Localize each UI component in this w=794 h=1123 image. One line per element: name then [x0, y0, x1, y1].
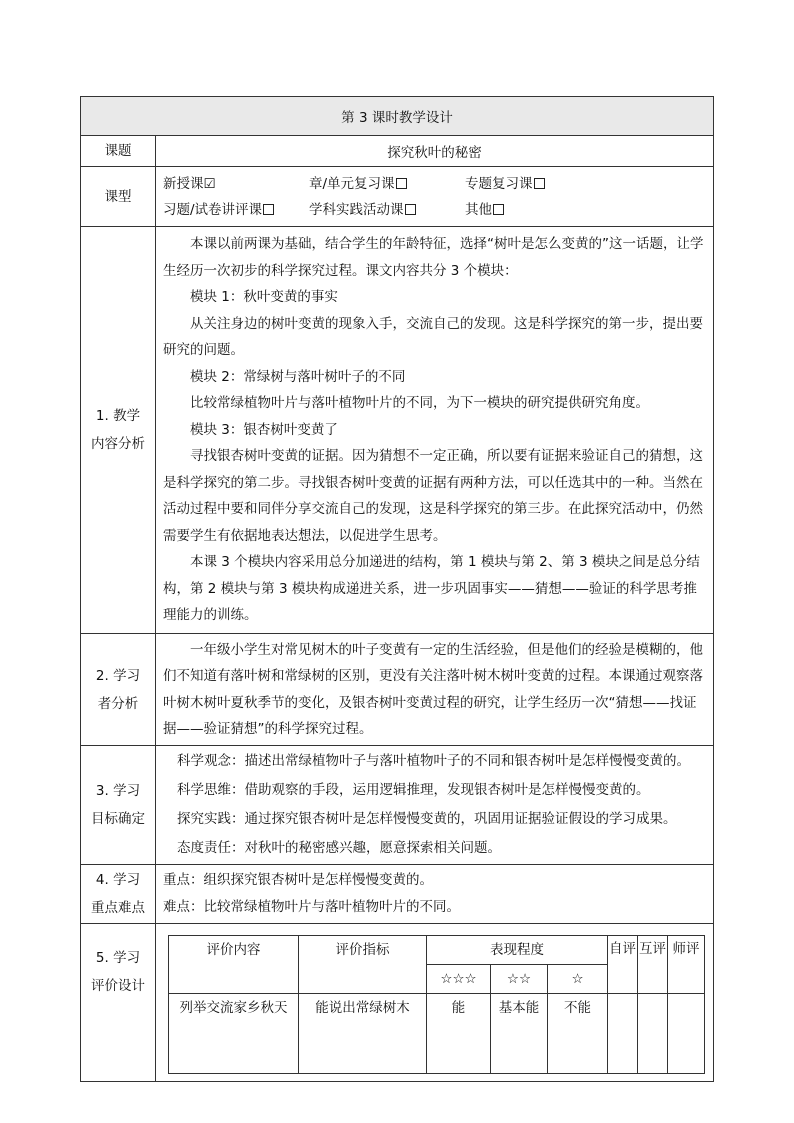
eval-row-peer-cell — [638, 994, 668, 1074]
course-type-options — [156, 167, 714, 227]
module-2-text: 比较常绿植物叶片与落叶植物叶片的不同，为下一模块的研究提供研究角度。 — [190, 395, 649, 412]
course-type-unit-review: 章/单元复习课 — [309, 175, 395, 192]
lesson-design-table — [80, 96, 714, 1082]
topic-label: 课题 — [81, 136, 156, 167]
eval-header-indicator: 评价指标 — [299, 936, 427, 994]
learner-analysis-text: 一年级小学生对常见树木的叶子变黄有一定的生活经验，但是他们的经验是模糊的，他们不知道有落叶树和常绿树的区别，更没有关注落叶树木树叶变黄的过程。本课通过观察落叶树木树叶夏秋季节的变化，及银杏树叶变黄过程的研究，让学生经历一次“猜想——找证据——验证猜想”的科学探究过程。 — [163, 641, 703, 737]
key-point-text: 重点：组织探究银杏树叶是怎样慢慢变黄的。 — [163, 872, 433, 888]
lesson-design-document — [80, 96, 713, 1076]
eval-level-2-stars: ☆☆ — [491, 965, 548, 994]
checkbox-icon — [396, 178, 407, 189]
course-type-label: 课型 — [81, 167, 156, 227]
eval-level-1-star: ☆ — [548, 965, 608, 994]
checkbox-icon — [493, 204, 504, 215]
evaluation-table — [168, 935, 705, 1074]
content-analysis-label: 1. 教学 内容分析 — [81, 227, 156, 634]
content-analysis-body — [156, 227, 714, 634]
learner-analysis-label: 2. 学习 者分析 — [81, 634, 156, 746]
module-2-heading: 模块 2：常绿树与落叶树叶子的不同 — [190, 368, 406, 385]
difficult-point-text: 难点：比较常绿植物叶片与落叶植物叶片的不同。 — [163, 899, 460, 915]
key-points-body — [156, 865, 714, 924]
content-analysis-intro: 本课以前两课为基础，结合学生的年龄特征，选择“树叶是怎么变黄的”这一话题，让学生经历一次初步的科学探究过程。课文内容共分 3 个模块： — [163, 236, 704, 279]
eval-row-level-3: 能 — [427, 994, 491, 1074]
eval-row-self-cell — [608, 994, 638, 1074]
topic-value: 探究秋叶的秘密 — [156, 136, 714, 167]
eval-header-peer: 互评 — [638, 936, 668, 994]
document-title: 第 3 课时教学设计 — [81, 97, 714, 136]
checkbox-icon — [263, 204, 274, 215]
eval-level-3-stars: ☆☆☆ — [427, 965, 491, 994]
objectives-body — [156, 746, 714, 865]
module-3-text: 寻找银杏树叶变黄的证据。因为猜想不一定正确，所以要有证据来验证自己的猜想，这是科学探究的第二步。寻找银杏树叶变黄的证据有两种方法，可以任选其中的一种。当然在活动过程中要和同伴分享交流自己的发现，这是科学探究的第三步。在此探究活动中，仍然需要学生有依据地表达想法，以促进学生思考。 — [163, 448, 703, 544]
course-type-exercise-review: 习题/试卷讲评课 — [163, 201, 263, 218]
checkbox-icon — [405, 204, 416, 215]
eval-row-indicator: 能说出常绿树木 — [299, 994, 427, 1074]
eval-header-content: 评价内容 — [169, 936, 299, 994]
eval-row-content: 列举交流家乡秋天 — [169, 994, 299, 1074]
eval-header-performance: 表现程度 — [427, 936, 608, 965]
eval-header-self: 自评 — [608, 936, 638, 994]
checkbox-icon — [534, 178, 545, 189]
module-1-text: 从关注身边的树叶变黄的现象入手，交流自己的发现。这是科学探究的第一步，提出要研究的问题。 — [163, 315, 703, 359]
objective-item: 科学观念：描述出常绿植物叶子与落叶植物叶子的不同和银杏树叶是怎样慢慢变黄的。 — [177, 753, 690, 769]
evaluation-label: 5. 学习 评价设计 — [81, 924, 156, 1082]
eval-row-teacher-cell — [668, 994, 705, 1074]
eval-header-teacher: 师评 — [668, 936, 705, 994]
eval-row-level-2: 基本能 — [491, 994, 548, 1074]
key-points-label: 4. 学习 重点难点 — [81, 865, 156, 924]
structure-summary: 本课 3 个模块内容采用总分加递进的结构，第 1 模块与第 2、第 3 模块之间是总分结构，第 2 模块与第 3 模块构成递进关系，进一步巩固事实——猜想——验证的科学思考推理能力的训练。 — [163, 554, 700, 624]
objective-item: 探究实践：通过探究银杏树叶是怎样慢慢变黄的，巩固用证据验证假设的学习成果。 — [177, 811, 677, 827]
course-type-other: 其他 — [465, 201, 492, 218]
evaluation-body — [156, 924, 714, 1082]
course-type-practice-activity: 学科实践活动课 — [309, 201, 404, 218]
module-3-heading: 模块 3：银杏树叶变黄了 — [190, 421, 338, 438]
eval-row-level-1: 不能 — [548, 994, 608, 1074]
objectives-label: 3. 学习 目标确定 — [81, 746, 156, 865]
objective-item: 科学思维：借助观察的手段，运用逻辑推理，发现银杏树叶是怎样慢慢变黄的。 — [177, 782, 650, 798]
course-type-topic-review: 专题复习课 — [465, 175, 533, 192]
learner-analysis-body — [156, 634, 714, 746]
module-1-heading: 模块 1：秋叶变黄的事实 — [190, 289, 338, 306]
objective-item: 态度责任：对秋叶的秘密感兴趣，愿意探索相关问题。 — [177, 840, 501, 856]
course-type-new-lesson: 新授课☑ — [163, 175, 216, 192]
